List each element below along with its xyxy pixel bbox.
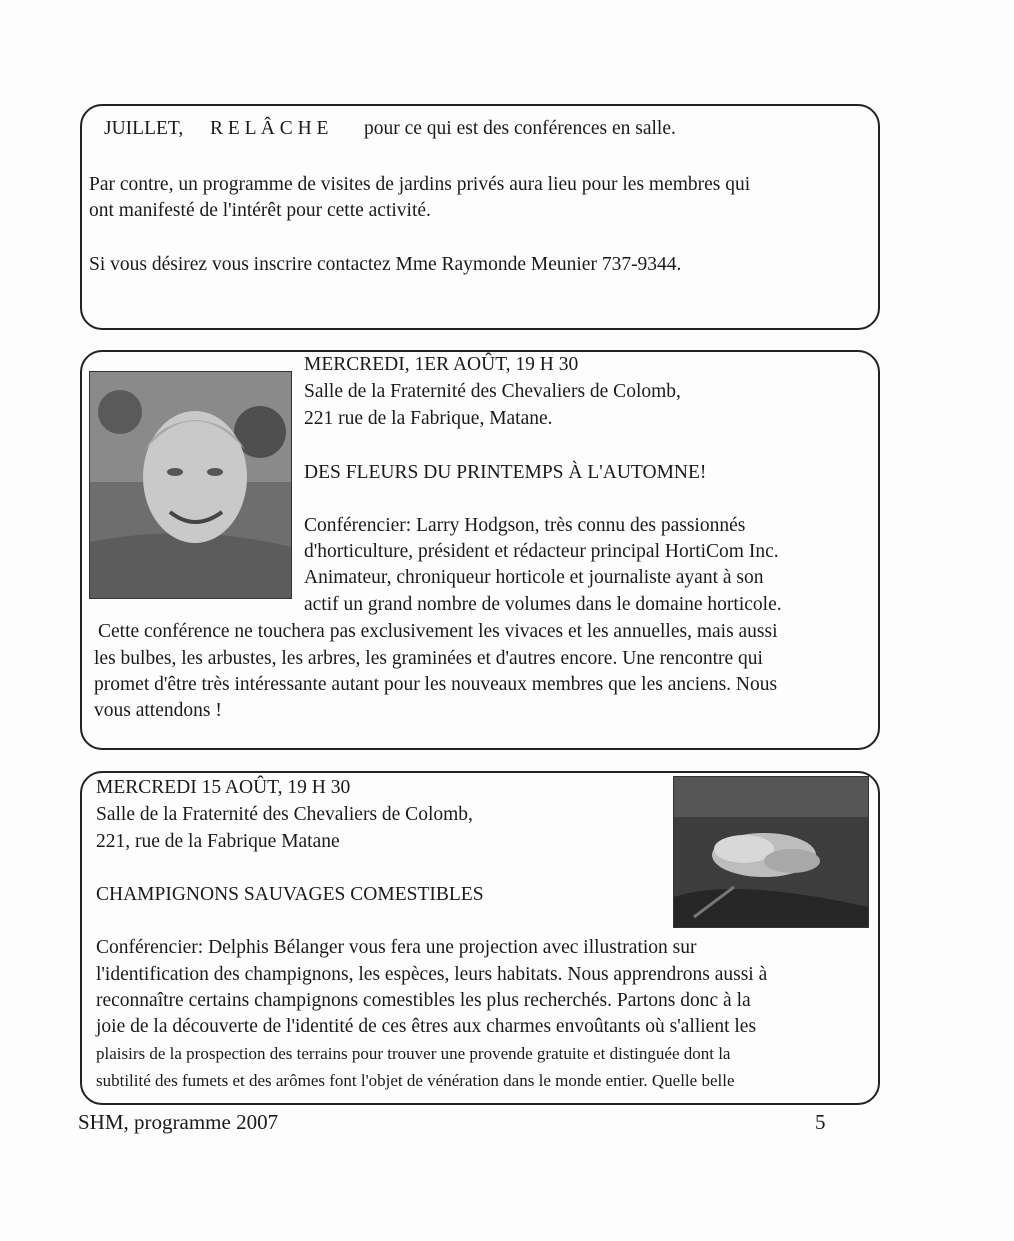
speaker-photo xyxy=(89,371,292,599)
event2-desc-line: subtilité des fumets et des arômes font l'objet de vénération dans le monde entier. Quelle belle xyxy=(96,1071,735,1090)
event2-desc-line: Conférencier: Delphis Bélanger vous fera une projection avec illustration sur xyxy=(96,937,697,958)
july-contact: Si vous désirez vous inscrire contactez Mme Raymonde Meunier 737-9344. xyxy=(89,254,682,275)
footer-title: SHM, programme 2007 xyxy=(78,1110,279,1134)
page-number: 5 xyxy=(815,1110,826,1134)
event1-desc-line: Cette conférence ne touchera pas exclusivement les vivaces et les annuelles, mais aussi xyxy=(98,621,778,642)
event1-bio-line: actif un grand nombre de volumes dans le domaine horticole. xyxy=(304,594,782,615)
july-para1-line2: ont manifesté de l'intérêt pour cette activité. xyxy=(89,200,431,221)
event2-desc-line: reconnaître certains champignons comestibles les plus recherchés. Partons donc à la xyxy=(96,990,751,1011)
event1-venue: Salle de la Fraternité des Chevaliers de Colomb, xyxy=(304,381,681,402)
event1-date: MERCREDI, 1ER AOÛT, 19 H 30 xyxy=(304,354,579,375)
event2-desc-line: l'identification des champignons, les espèces, leurs habitats. Nous apprendrons aussi à xyxy=(96,964,768,985)
event2-desc-line: joie de la découverte de l'identité de ces êtres aux charmes envoûtants où s'allient les xyxy=(96,1016,757,1037)
portrait-illustration xyxy=(90,372,291,598)
july-month: JUILLET, xyxy=(104,118,184,139)
july-note: pour ce qui est des conférences en salle. xyxy=(364,118,676,139)
event1-desc-line: vous attendons ! xyxy=(94,700,222,721)
july-para1-line1: Par contre, un programme de visites de jardins privés aura lieu pour les membres qui xyxy=(89,174,751,195)
event1-title: DES FLEURS DU PRINTEMPS À L'AUTOMNE! xyxy=(304,462,707,483)
event2-date: MERCREDI 15 AOÛT, 19 H 30 xyxy=(96,777,351,798)
event1-desc-line: promet d'être très intéressante autant pour les nouveaux membres que les anciens. Nous xyxy=(94,674,778,695)
event2-venue: Salle de la Fraternité des Chevaliers de Colomb, xyxy=(96,804,473,825)
july-status: R E L Â C H E xyxy=(210,118,329,139)
event1-bio-line: Conférencier: Larry Hodgson, très connu des passionnés xyxy=(304,515,746,536)
event2-address: 221, rue de la Fabrique Matane xyxy=(96,831,340,852)
mushroom-illustration xyxy=(674,777,868,927)
event1-bio-line: d'horticulture, président et rédacteur principal HortiCom Inc. xyxy=(304,541,779,562)
event1-bio-line: Animateur, chroniqueur horticole et journaliste ayant à son xyxy=(304,567,764,588)
event1-address: 221 rue de la Fabrique, Matane. xyxy=(304,408,553,429)
mushroom-photo xyxy=(673,776,869,928)
event2-desc-line: plaisirs de la prospection des terrains pour trouver une provende gratuite et distinguée dont la xyxy=(96,1044,731,1063)
event2-title: CHAMPIGNONS SAUVAGES COMESTIBLES xyxy=(96,884,484,905)
event1-desc-line: les bulbes, les arbustes, les arbres, les graminées et d'autres encore. Une rencontre qui xyxy=(94,648,763,669)
